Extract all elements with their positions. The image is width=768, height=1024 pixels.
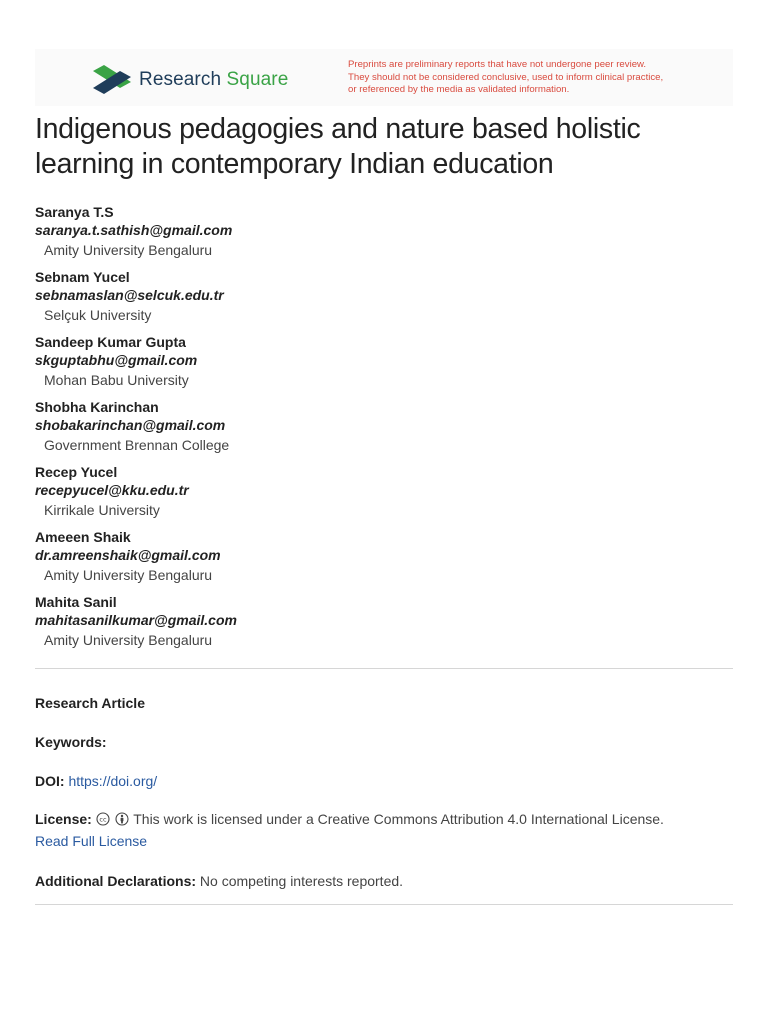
author-affiliation: Amity University Bengaluru bbox=[44, 632, 213, 648]
svg-text:cc: cc bbox=[99, 815, 107, 824]
research-square-logo-icon bbox=[93, 65, 131, 95]
article-type bbox=[35, 692, 733, 714]
author-affiliation: Amity University Bengaluru bbox=[44, 567, 213, 583]
author-email[interactable]: mahitasanilkumar@gmail.com bbox=[35, 612, 237, 628]
keywords-row bbox=[35, 731, 733, 753]
license-text: This work is licensed under a Creative Commons Attribution 4.0 International License. bbox=[133, 811, 664, 827]
section-divider bbox=[35, 904, 733, 905]
author-email[interactable]: recepyucel@kku.edu.tr bbox=[35, 482, 189, 498]
author-entry bbox=[35, 593, 555, 658]
author-entry bbox=[35, 268, 555, 333]
author-name: Mahita Sanil bbox=[35, 594, 117, 610]
author-affiliation: Mohan Babu University bbox=[44, 372, 189, 388]
license-row bbox=[35, 808, 733, 852]
doi-row bbox=[35, 770, 733, 792]
author-email[interactable]: sebnamaslan@selcuk.edu.tr bbox=[35, 287, 224, 303]
paper-title: Indigenous pedagogies and nature based holistic learning in contemporary Indian education bbox=[35, 113, 641, 180]
read-full-license-link[interactable]: Read Full License bbox=[35, 833, 148, 849]
doi-label: DOI: bbox=[35, 773, 65, 789]
author-name: Recep Yucel bbox=[35, 464, 118, 480]
author-name: Sebnam Yucel bbox=[35, 269, 130, 285]
notice-line: They should not be considered conclusive, used to inform clinical practice, bbox=[348, 71, 664, 83]
logo-text bbox=[139, 69, 288, 91]
by-icon bbox=[115, 812, 129, 826]
preprint-banner bbox=[35, 49, 733, 106]
author-entry bbox=[35, 398, 555, 463]
author-affiliation: Amity University Bengaluru bbox=[44, 242, 213, 258]
notice-line: or referenced by the media as validated information. bbox=[348, 84, 570, 96]
author-name: Ameeen Shaik bbox=[35, 529, 131, 545]
keywords-label: Keywords: bbox=[35, 734, 107, 750]
research-square-logo[interactable] bbox=[93, 65, 288, 95]
author-affiliation: Kirrikale University bbox=[44, 502, 160, 518]
logo-word-square: Square bbox=[226, 69, 289, 90]
author-name: Shobha Karinchan bbox=[35, 399, 159, 415]
author-email[interactable]: skguptabhu@gmail.com bbox=[35, 352, 198, 368]
author-name: Saranya T.S bbox=[35, 204, 114, 220]
declarations-text: No competing interests reported. bbox=[199, 873, 404, 889]
section-divider bbox=[35, 668, 733, 669]
author-email[interactable]: dr.amreenshaik@gmail.com bbox=[35, 547, 221, 563]
author-entry bbox=[35, 528, 555, 593]
author-email[interactable]: shobakarinchan@gmail.com bbox=[35, 417, 226, 433]
preprint-notice bbox=[348, 59, 708, 97]
author-affiliation: Selçuk University bbox=[44, 307, 152, 323]
cc-icon bbox=[96, 812, 110, 826]
doi-link[interactable]: https://doi.org/ bbox=[68, 773, 158, 789]
article-type-label: Research Article bbox=[35, 695, 145, 711]
notice-line: Preprints are preliminary reports that have not undergone peer review. bbox=[348, 59, 647, 70]
author-list bbox=[35, 203, 555, 658]
author-entry bbox=[35, 333, 555, 398]
author-entry bbox=[35, 203, 555, 268]
author-affiliation: Government Brennan College bbox=[44, 437, 230, 453]
declarations-row bbox=[35, 870, 733, 892]
author-entry bbox=[35, 463, 555, 528]
declarations-label: Additional Declarations: bbox=[35, 873, 197, 889]
author-email[interactable]: saranya.t.sathish@gmail.com bbox=[35, 222, 233, 238]
author-name: Sandeep Kumar Gupta bbox=[35, 334, 186, 350]
license-label: License: bbox=[35, 811, 92, 827]
logo-word-research: Research bbox=[139, 69, 222, 90]
